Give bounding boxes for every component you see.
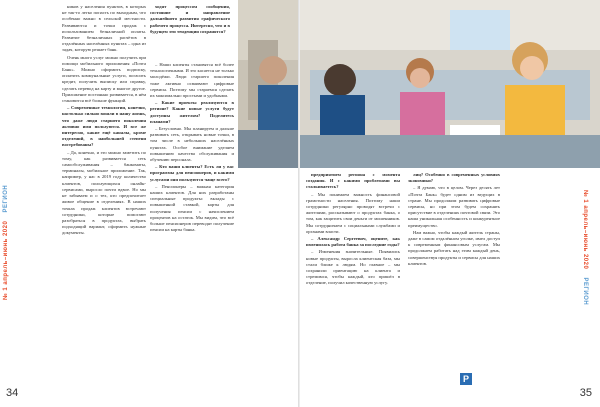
issue-label: № 1 апрель–июнь 2020 — [582, 190, 588, 270]
right-page-column-1 — [306, 172, 400, 399]
photo-image — [300, 0, 600, 168]
right-page — [300, 0, 600, 407]
paragraph: – Пенсионеры – важная категория наших клиентов. Для них разработаны специальные продукты: вклады с повышенной ставкой, карты для получения пенсии с начислением процентов на остаток. Мы видим, что всё больше пенсионеров переводят получение пенсии на карты банка. — [150, 183, 234, 233]
paragraph: ников у населения пунктов, в которых не так-то легко попасть по выходным, что особенно важно в сельской местности. Развиваются и точки продаж с использованием безналичной оплаты. Развитие безналичных расчётов в отдалённых населённых пунктах – одна из задач, которую решает банк. — [62, 4, 146, 53]
page-number-left: 34 — [6, 387, 19, 399]
interview-question: лиц? Особенно в современных условиях экономики? — [408, 172, 500, 184]
paragraph: – Да, конечно, и это можно заметить по тому, как развивается сеть самообслуживания – банкоматы, терминалы, мобильное приложение. Так, например, у нас в 2019 году количество клиентов, пользующихся онлайн-сервисами, выросло почти вдвое. Но мы не забываем и о тех, кто предпочитает живое общение в отделениях. В наших точках продаж клиентов встречают сотрудники, которые помогают разобраться в продуктах, выбрать подходящий вариант, оформить нужные документы. — [62, 149, 146, 236]
left-page-side-label — [3, 185, 9, 300]
right-page-side-label — [582, 190, 588, 305]
photo-image — [238, 0, 298, 168]
left-page-column-2 — [150, 62, 234, 398]
magazine-logo-icon: P — [460, 373, 472, 385]
photo-left-part — [238, 0, 298, 168]
paragraph: Нам важно, чтобы каждый житель страны, даже в самом отдалённом уголке, имел доступ к современным финансовым услугам. Мы продолжаем работать над этим каждый день, совершенствуя продукты и сервисы для наших клиентов. — [408, 229, 500, 266]
photo-right-part — [300, 0, 600, 168]
interview-question: – Современные технологии, конечно, настолько сильно вошли в нашу жизнь, что даже люди старшего поколения активно ими пользуются. И все же интересно, какие ещё каналы, кроме отделений, в наибольшей степени востребованы? — [62, 105, 146, 148]
interview-question: – Кто ваши клиенты? Есть ли у вас программы для пенсионеров, и какими услугами они пользуются чаще всего? — [150, 164, 234, 182]
right-page-column-2 — [408, 172, 500, 399]
interview-question: – Александр Сергеевич, оцените, как изменилась работа банка за последние годы? — [306, 236, 400, 248]
paragraph: Очень много услуг можно получить при помощи мобильного приложения «Почта Банк». Можно оформить подписку, оплатить коммунальные услуги, погасить кредит, получить выписку или справку, сделать перевод на карту и многое другое. Приложение постоянно развивается, в нём становится всё больше функций. — [62, 54, 146, 104]
issue-label: № 1 апрель–июнь 2020 — [3, 220, 9, 300]
magazine-brand: РЕГИОН — [582, 277, 588, 306]
paragraph: – Безусловно. Мы планируем и дальше развивать сеть, открывать новые точки, в том числе в небольших населённых пунктах. Особое внимание уделяем повышению качества обслуживания и обучению персонала. — [150, 126, 234, 163]
paragraph: – Наши клиенты становятся всё более технологичными. И это касается не только молодёжи. Люди старшего поколения тоже активно осваивают цифровые сервисы. Поэтому мы стараемся сделать их максимально простыми и удобными. — [150, 62, 234, 99]
interview-question: ходят процессом сообщения, состояние и направление дальнейшего развития графического рабочего процесса. Интересно, что и в будущем эти тенденции сохранятся? — [150, 4, 230, 34]
magazine-brand: РЕГИОН — [3, 184, 9, 213]
interview-question: предприятием региона с момента создания. И с какими проблемами вы сталкиваетесь? — [306, 172, 400, 190]
paragraph: – Изменения значительные. Появились новые продукты, выросла клиентская база, мы стали ближе к людям. Но главное – мы сохранили ориентацию на клиента и стремимся, чтобы каждый, кто пришёл в отделение, получил качественную услугу. — [306, 249, 400, 286]
page-number-right: 35 — [579, 387, 592, 399]
interview-question: – Какие проекты реализуются в регионе? Какие новые услуги будут доступны жителям? Поделитесь планами? — [150, 100, 234, 124]
paragraph: – Я думаю, что в целом. Через десять лет «Почта Банк» будет одним из ведущих в стране. Мы продолжим развивать цифровые сервисы, но при этом будем сохранять присутствие в отделениях почтовой связи. Это наша уникальная особенность и конкурентное преимущество. — [408, 185, 500, 228]
paragraph: – Мы понимаем важность финансовой грамотности населения. Поэтому наши сотрудники регулярно проводят встречи с жителями, рассказывают о продуктах банка, о том, как защитить свои деньги от мошенников. Мы сотрудничаем с социальными службами и органами власти. — [306, 191, 400, 234]
left-page-column-1 — [62, 4, 146, 399]
